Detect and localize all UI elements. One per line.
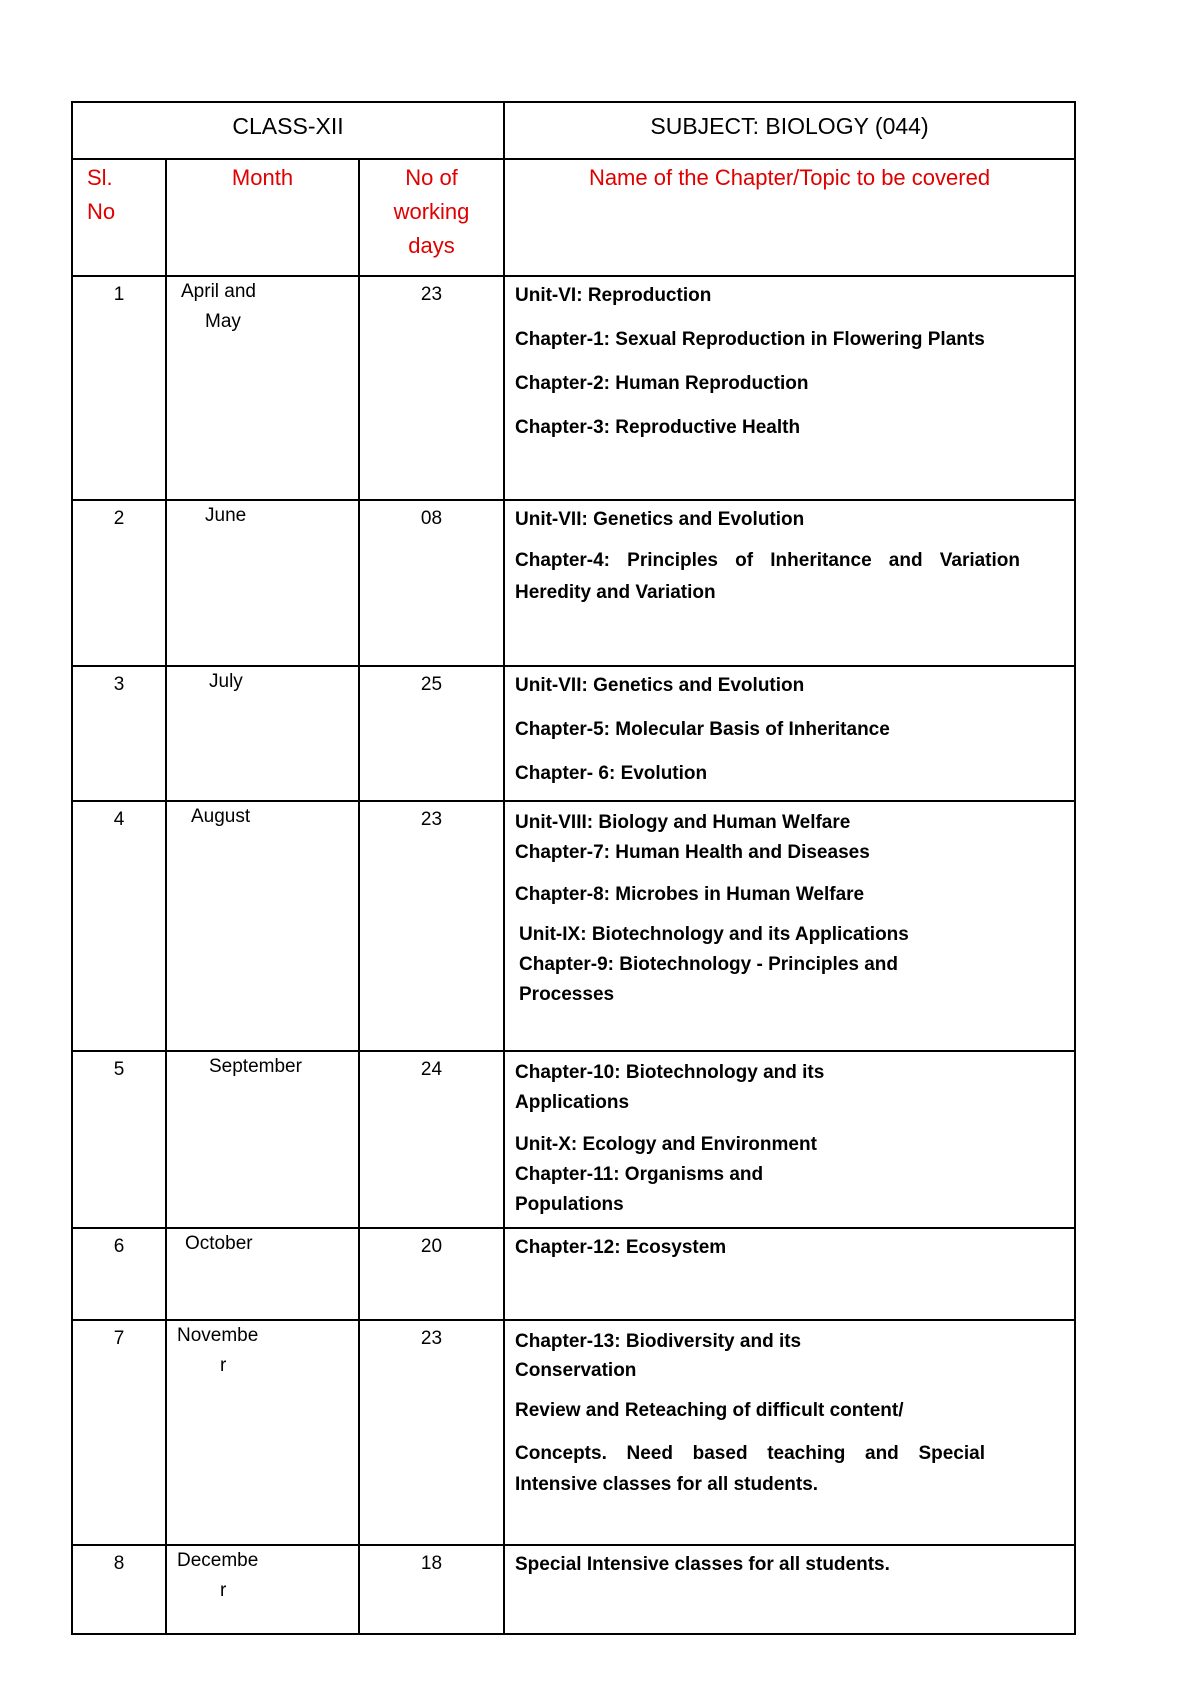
row-4-topics xyxy=(515,808,910,1010)
row-7-topic-1: Chapter-13: Biodiversity and its Conservation xyxy=(515,1331,802,1381)
table-rule xyxy=(73,158,1074,160)
row-8-month-line2: r xyxy=(220,1580,227,1601)
col-sl-no-line2: No xyxy=(87,199,116,224)
row-8-topics xyxy=(515,1552,1070,1578)
row-1-topic-3: Chapter-2: Human Reproduction xyxy=(515,373,809,394)
col-days-line3: days xyxy=(408,233,455,258)
row-1-topics xyxy=(515,283,1070,441)
row-7-month-line2: r xyxy=(220,1355,227,1376)
row-2-topics xyxy=(515,507,1020,609)
row-4-month-line1: August xyxy=(191,806,251,827)
row-5-topic-2: Unit-X: Ecology and Environment Chapter-11: Organisms and Populations xyxy=(515,1134,817,1215)
row-2-topic-2: Chapter-4: Principles of Inheritance and Variation Heredity and Variation xyxy=(515,550,1020,603)
row-8-month xyxy=(177,1546,347,1606)
col-working-days xyxy=(360,161,503,263)
row-1-num: 1 xyxy=(113,284,125,305)
row-6-days: 20 xyxy=(420,1236,443,1257)
row-8-month-line1: Decembe xyxy=(177,1550,259,1571)
row-2-num: 2 xyxy=(113,508,125,529)
row-7-month xyxy=(177,1321,347,1381)
row-5-topic-1: Chapter-10: Biotechnology and its Applications xyxy=(515,1062,825,1113)
row-7-topics xyxy=(515,1327,985,1500)
row-6-topics xyxy=(515,1235,1070,1261)
row-7-month-line1: Novembe xyxy=(177,1325,259,1346)
row-3-topics xyxy=(515,673,1070,787)
row-1-month xyxy=(181,277,351,337)
row-6-num: 6 xyxy=(113,1236,125,1257)
row-7-num: 7 xyxy=(113,1328,125,1349)
row-3-num: 3 xyxy=(113,674,125,695)
row-8-topic-1: Special Intensive classes for all students. xyxy=(515,1554,890,1575)
table-rule xyxy=(503,103,505,1633)
row-4-topic-3: Unit-IX: Biotechnology and its Applications Chapter-9: Biotechnology - Principles and Processes xyxy=(519,924,909,1005)
row-5-month-line1: September xyxy=(209,1056,302,1077)
row-4-days: 23 xyxy=(420,809,443,830)
row-5-month xyxy=(209,1052,359,1082)
subject-heading: SUBJECT: BIOLOGY (044) xyxy=(650,113,929,139)
row-3-days: 25 xyxy=(420,674,443,695)
col-sl-no-line1: Sl. xyxy=(87,165,113,190)
row-1-topic-4: Chapter-3: Reproductive Health xyxy=(515,417,801,438)
row-1-days: 23 xyxy=(420,284,443,305)
class-heading: CLASS-XII xyxy=(232,113,344,139)
row-6-month xyxy=(185,1229,345,1259)
row-3-month xyxy=(209,667,359,697)
row-3-topic-3: Chapter- 6: Evolution xyxy=(515,763,708,784)
row-2-topic-1: Unit-VII: Genetics and Evolution xyxy=(515,509,805,530)
row-3-topic-1: Unit-VII: Genetics and Evolution xyxy=(515,675,805,696)
row-5-topics xyxy=(515,1058,840,1220)
col-days-line1: No of xyxy=(405,165,458,190)
row-2-month xyxy=(205,501,355,531)
row-2-month-line1: June xyxy=(205,505,247,526)
row-5-days: 24 xyxy=(420,1059,443,1080)
row-5-num: 5 xyxy=(113,1059,125,1080)
row-2-days: 08 xyxy=(420,508,443,529)
col-sl-no xyxy=(73,161,165,229)
row-4-topic-2: Chapter-8: Microbes in Human Welfare xyxy=(515,884,865,905)
row-7-days: 23 xyxy=(420,1328,443,1349)
row-1-month-line2: May xyxy=(205,311,241,332)
row-7-topic-3: Concepts. Need based teaching and Special Intensive classes for all students. xyxy=(515,1443,985,1495)
row-1-topic-1: Unit-VI: Reproduction xyxy=(515,285,712,306)
col-topic: Name of the Chapter/Topic to be covered xyxy=(588,165,991,190)
row-4-month xyxy=(191,802,351,832)
row-6-topic-1: Chapter-12: Ecosystem xyxy=(515,1237,727,1258)
row-3-topic-2: Chapter-5: Molecular Basis of Inheritance xyxy=(515,719,890,740)
row-6-month-line1: October xyxy=(185,1233,253,1254)
row-8-num: 8 xyxy=(113,1553,125,1574)
row-3-month-line1: July xyxy=(209,671,243,692)
row-8-days: 18 xyxy=(420,1553,443,1574)
col-month: Month xyxy=(231,165,294,190)
table-rule xyxy=(165,158,167,1633)
row-1-topic-2: Chapter-1: Sexual Reproduction in Flowering Plants xyxy=(515,329,985,350)
row-4-num: 4 xyxy=(113,809,125,830)
syllabus-table xyxy=(71,101,1076,1635)
row-4-topic-1: Unit-VIII: Biology and Human Welfare Chapter-7: Human Health and Diseases xyxy=(515,812,870,863)
table-rule xyxy=(358,158,360,1633)
row-7-topic-2: Review and Reteaching of difficult content/ xyxy=(515,1400,904,1421)
col-days-line2: working xyxy=(393,199,470,224)
row-1-month-line1: April and xyxy=(181,281,256,302)
